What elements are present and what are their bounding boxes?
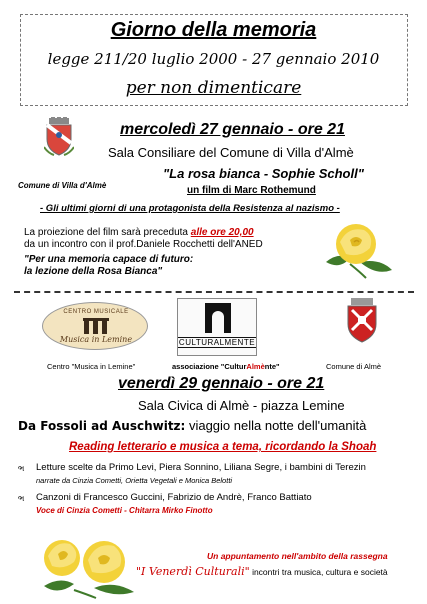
culturalmente-logo [177,298,257,356]
bullet-icon: ભ [18,464,25,473]
caption-assoc-prefix: associazione "Cultur [172,362,247,371]
villa-d-alme-crest-icon [44,117,74,162]
intro-line2: da un incontro con il prof.Daniele Rocchetti dell'ANED [24,239,263,250]
footer-series [136,565,388,578]
film-director: un film di Marc Rothemund [187,185,316,196]
event2-subtitle: Reading letterario e musica a tema, ricordando la Shoah [69,441,377,453]
page-title: Giorno della memoria [110,19,317,41]
caption-comune: Comune di Almè [326,362,382,371]
list-item [18,462,418,492]
event2-headline [18,418,366,433]
yellow-roses-icon [34,528,142,600]
slogan: per non dimenticare [125,78,302,98]
caption-associazione [172,362,280,371]
caption-assoc-highlight: Almè [246,362,265,371]
section-divider [14,291,414,293]
intro-text [24,227,324,251]
series-name: "I Venerdì Culturali" [136,565,250,578]
item-text: Letture scelte da Primo Levi, Piera Sonnino, Liliana Segre, i bambini di Terezin [36,462,366,473]
quote [24,254,193,278]
caption-assoc-suffix: nte" [264,362,280,371]
intro-time: alle ore 20,00 [190,227,254,238]
event1-date: mercoledì 27 gennaio - ore 21 [120,121,345,138]
culturalmente-logo-text: CULTURALMENTE [178,338,256,347]
list-item [18,492,418,522]
footer-line1: Un appuntamento nell'ambito della rassegna [207,551,388,561]
musica-logo-bottom: Musica in Lemine [59,335,133,344]
film-title: "La rosa bianca - Sophie Scholl" [163,166,364,181]
item-note: Voce di Cinzia Cometti - Chitarra Mirko Finotto [36,506,213,515]
yellow-rose-icon [320,218,396,280]
event2-venue: Sala Civica di Almè - piazza Lemine [138,398,345,413]
quote-line1: "Per una memoria capace di futuro: [24,254,194,265]
musica-in-lemine-logo [42,302,148,350]
intro-prefix: La proiezione del film sarà preceduta [24,227,191,238]
caption-centro: Centro "Musica in Lemine" [47,362,136,371]
law-reference: legge 211/20 luglio 2000 - 27 gennaio 2010 [47,50,380,68]
alme-crest-icon [345,298,379,349]
quote-line2: la lezione della Rosa Bianca" [24,266,163,277]
bullet-icon: ભ [18,494,25,503]
event2-date: venerdì 29 gennaio - ore 21 [118,375,325,392]
item-note: narrate da Cinzia Cometti, Orietta Vegetali e Monica Belotti [36,476,233,485]
series-desc: incontri tra musica, cultura e società [249,567,388,577]
musica-logo-top: CENTRO MUSICALE [63,309,129,315]
item-text: Canzoni di Francesco Guccini, Fabrizio de Andrè, Franco Battiato [36,492,312,503]
municipality-caption: Comune di Villa d'Almè [18,181,107,190]
film-tagline: - Gli ultimi giorni di una protagonista della Resistenza al nazismo - [40,203,340,214]
program-list [18,462,418,522]
arch-icon [205,303,231,333]
headline-rest: viaggio nella notte dell'umanità [185,418,367,433]
event1-venue: Sala Consiliare del Comune di Villa d'Almè [108,145,354,160]
headline-bold: Da Fossoli ad Auschwitz: [18,419,186,433]
